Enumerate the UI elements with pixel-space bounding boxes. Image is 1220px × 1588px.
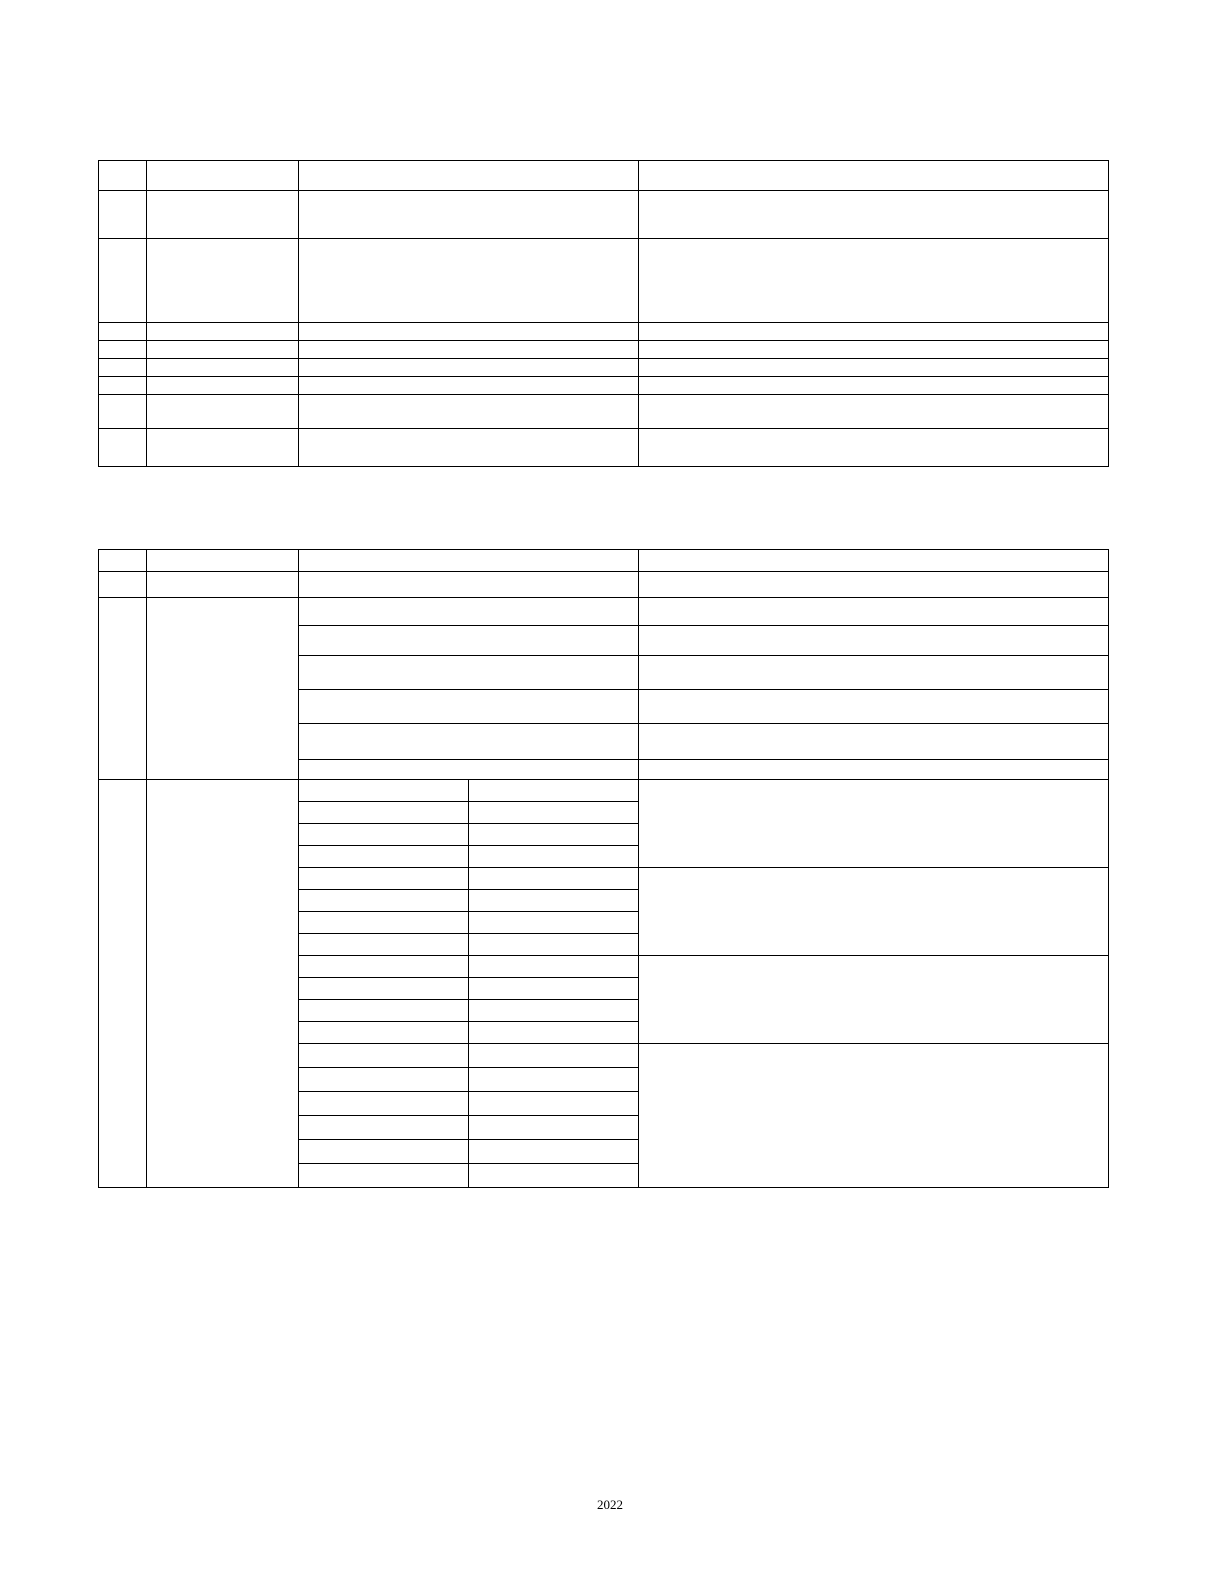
- table-row: [99, 572, 1109, 598]
- cell-name: [147, 429, 299, 467]
- table-row: [99, 429, 1109, 467]
- table-row: [99, 359, 1109, 377]
- nested-option-list: [209, 239, 298, 311]
- cell-description: [639, 359, 1109, 377]
- cell-subvalue-left: [299, 868, 469, 890]
- cell-subvalue-right: [469, 1068, 639, 1092]
- cell-description-group: [639, 780, 1109, 868]
- table-row: [99, 161, 1109, 191]
- subtable-wrapper: [147, 239, 298, 311]
- cell-subvalue-left: [299, 978, 469, 1000]
- cell-index: [99, 239, 147, 323]
- cell-description: [639, 341, 1109, 359]
- table-header-row: [99, 550, 1109, 572]
- cell-description-group: [639, 1044, 1109, 1188]
- table-row: [99, 780, 1109, 802]
- cell-subvalue-left: [299, 1044, 469, 1068]
- cell-name: [147, 377, 299, 395]
- cell-value: [299, 626, 639, 656]
- cell-subvalue-left: [299, 890, 469, 912]
- cell-index: [99, 161, 147, 191]
- cell-description: [639, 429, 1109, 467]
- cell-subvalue-left: [299, 1164, 469, 1188]
- cell-value: [299, 656, 639, 690]
- cell-subvalue-left: [299, 912, 469, 934]
- cell-description-group: [639, 956, 1109, 1044]
- cell-name-group: [147, 780, 299, 1188]
- cell-subvalue-right: [469, 890, 639, 912]
- cell-subvalue-left: [299, 1092, 469, 1116]
- cell-index: [99, 572, 147, 598]
- header-cell-index: [99, 550, 147, 572]
- header-cell-name: [147, 550, 299, 572]
- cell-name: [147, 341, 299, 359]
- cell-index: [99, 323, 147, 341]
- cell-subvalue-right: [469, 1000, 639, 1022]
- cell-description: [639, 626, 1109, 656]
- cell-value: [299, 395, 639, 429]
- cell-value: [299, 598, 639, 626]
- cell-value: [299, 690, 639, 724]
- nested-option: [209, 275, 298, 293]
- cell-value: [299, 760, 639, 780]
- nested-option: [209, 239, 298, 257]
- table-row: [99, 377, 1109, 395]
- table-row-with-subtable: [99, 239, 1109, 323]
- cell-description: [639, 690, 1109, 724]
- cell-name: [147, 572, 299, 598]
- cell-subvalue-left: [299, 846, 469, 868]
- cell-description: [639, 760, 1109, 780]
- cell-value: [299, 429, 639, 467]
- cell-subvalue-left: [299, 934, 469, 956]
- specification-table-one: [98, 160, 1109, 467]
- cell-index: [99, 191, 147, 239]
- table-row: [99, 191, 1109, 239]
- cell-subvalue-right: [469, 802, 639, 824]
- cell-description: [639, 239, 1109, 323]
- cell-subvalue-right: [469, 934, 639, 956]
- cell-subvalue-right: [469, 780, 639, 802]
- table-row: [99, 341, 1109, 359]
- cell-description: [639, 191, 1109, 239]
- table-row: [99, 395, 1109, 429]
- cell-name: [147, 191, 299, 239]
- header-cell-value: [299, 550, 639, 572]
- specification-table-two: [98, 549, 1109, 1188]
- nested-option: [209, 293, 298, 311]
- cell-subvalue-right: [469, 912, 639, 934]
- cell-description: [639, 395, 1109, 429]
- cell-subvalue-right: [469, 1116, 639, 1140]
- cell-index: [99, 359, 147, 377]
- cell-description: [639, 377, 1109, 395]
- cell-value: [299, 341, 639, 359]
- cell-subvalue-right: [469, 1044, 639, 1068]
- cell-value: [299, 323, 639, 341]
- cell-name: [147, 323, 299, 341]
- cell-subvalue-right: [469, 978, 639, 1000]
- cell-description: [639, 724, 1109, 760]
- cell-subvalue-right: [469, 824, 639, 846]
- cell-subvalue-right: [469, 1140, 639, 1164]
- cell-index: [99, 429, 147, 467]
- subtable-gutter: [147, 239, 209, 311]
- cell-description: [639, 572, 1109, 598]
- cell-index-group: [99, 598, 147, 780]
- cell-subvalue-left: [299, 1140, 469, 1164]
- cell-subvalue-left: [299, 780, 469, 802]
- cell-description: [639, 656, 1109, 690]
- cell-value: [299, 239, 639, 323]
- cell-description: [639, 598, 1109, 626]
- cell-subvalue-left: [299, 1116, 469, 1140]
- cell-subvalue-left: [299, 1022, 469, 1044]
- cell-subvalue-left: [299, 1000, 469, 1022]
- cell-value: [299, 161, 639, 191]
- table-row: [99, 598, 1109, 626]
- cell-subvalue-left: [299, 824, 469, 846]
- cell-description: [639, 323, 1109, 341]
- cell-subvalue-left: [299, 802, 469, 824]
- cell-index: [99, 341, 147, 359]
- cell-index: [99, 377, 147, 395]
- cell-value: [299, 572, 639, 598]
- page-number: 2022: [597, 1497, 623, 1512]
- cell-name-group: [147, 598, 299, 780]
- table-row: [99, 323, 1109, 341]
- cell-description-group: [639, 868, 1109, 956]
- cell-name-subtable: [147, 239, 299, 323]
- cell-subvalue-right: [469, 956, 639, 978]
- cell-name: [147, 359, 299, 377]
- nested-option: [209, 257, 298, 275]
- cell-subvalue-left: [299, 1068, 469, 1092]
- cell-name: [147, 395, 299, 429]
- cell-subvalue-right: [469, 846, 639, 868]
- cell-index-group: [99, 780, 147, 1188]
- cell-name: [147, 161, 299, 191]
- cell-subvalue-right: [469, 868, 639, 890]
- cell-value: [299, 724, 639, 760]
- cell-value: [299, 191, 639, 239]
- cell-subvalue-left: [299, 956, 469, 978]
- cell-subvalue-right: [469, 1022, 639, 1044]
- cell-value: [299, 359, 639, 377]
- cell-value: [299, 377, 639, 395]
- cell-subvalue-right: [469, 1092, 639, 1116]
- header-cell-description: [639, 550, 1109, 572]
- cell-description: [639, 161, 1109, 191]
- cell-index: [99, 395, 147, 429]
- subtable-holder: [209, 239, 298, 311]
- cell-subvalue-right: [469, 1164, 639, 1188]
